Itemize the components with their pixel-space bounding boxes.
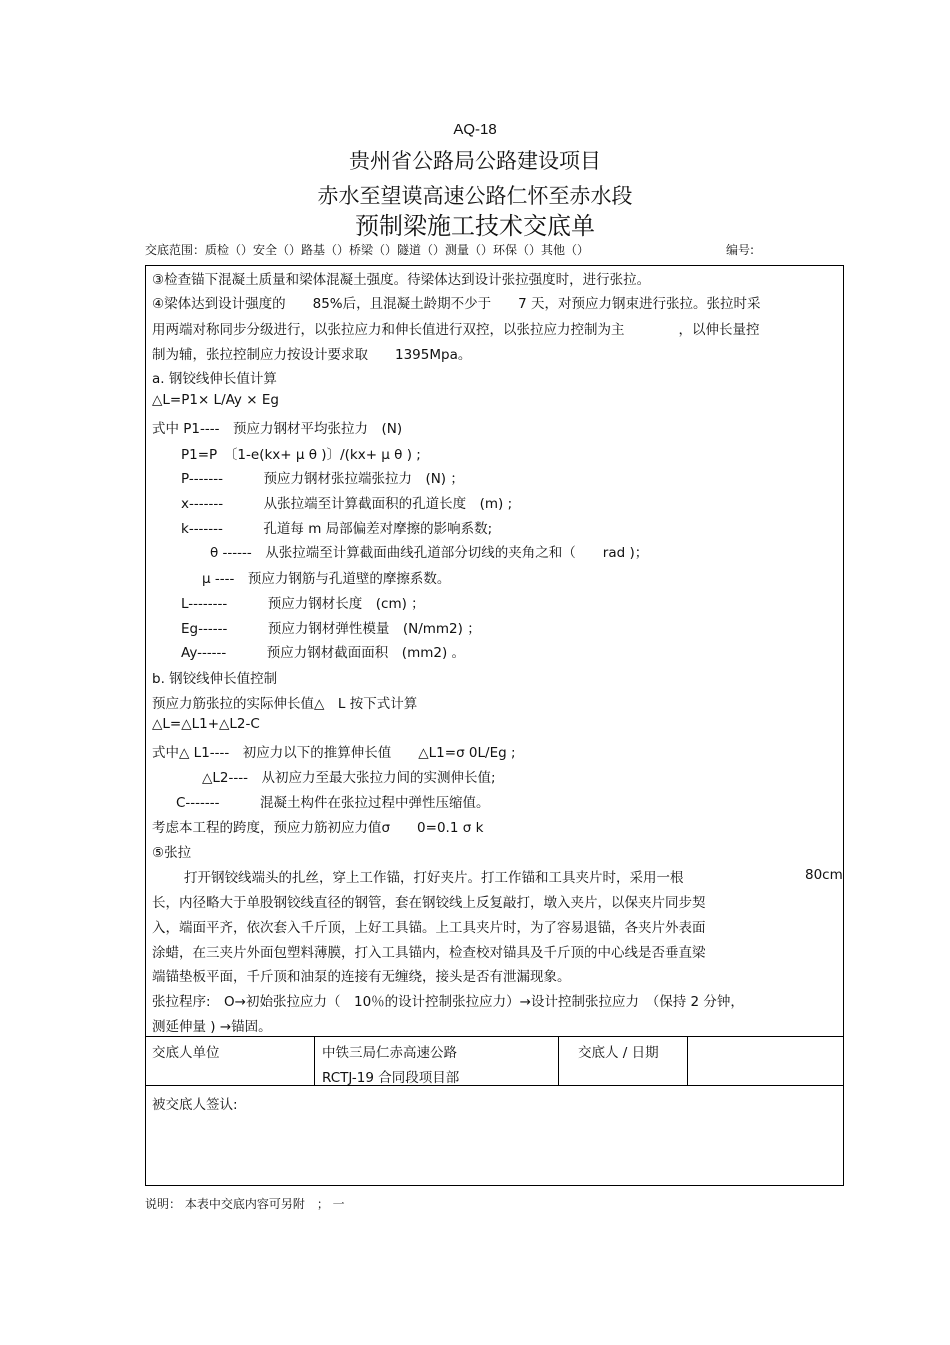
recipient-sign-label: 被交底人签认: bbox=[152, 1097, 238, 1113]
footer-note: 说明： 本表中交底内容可另附 ； 一 bbox=[145, 1197, 345, 1211]
body-line: 预应力筋张拉的实际伸长值△ L 按下式计算 bbox=[152, 696, 418, 712]
body-line: ④梁体达到设计强度的 85%后，且混凝土龄期不少于 7 天，对预应力钢束进行张拉。张拉时采 bbox=[152, 296, 761, 312]
serial-number-label: 编号: bbox=[726, 243, 755, 257]
body-line: θ ------ 从张拉端至计算截面曲线孔道部分切线的夹角之和（ rad )； bbox=[210, 545, 649, 561]
body-line: L-------- 预应力钢材长度 (cm) ； bbox=[181, 596, 425, 612]
body-line: Ay------ 预应力钢材截面面积 (mm2) 。 bbox=[181, 645, 466, 661]
body-line: k------- 孔道每 m 局部偏差对摩擦的影响系数; bbox=[181, 521, 493, 537]
table-divider bbox=[558, 1036, 559, 1085]
body-line: 长，内径略大于单股钢铰线直径的钢管，套在钢铰线上反复敲打，墩入夹片，以保夹片同步契 bbox=[152, 895, 706, 911]
form-code: AQ-18 bbox=[453, 121, 497, 138]
table-divider bbox=[145, 1085, 844, 1086]
table-divider bbox=[314, 1036, 315, 1085]
title-line-1: 贵州省公路局公路建设项目 bbox=[349, 149, 601, 173]
body-line: P------- 预应力钢材张拉端张拉力 (N) ； bbox=[181, 471, 464, 487]
body-line: x------- 从张拉端至计算截面积的孔道长度 (m) ; bbox=[181, 496, 513, 512]
body-line: 考虑本工程的跨度，预应力筋初应力值σ 0=0.1 σ k bbox=[152, 820, 484, 836]
issuer-unit-label: 交底人单位 bbox=[152, 1045, 220, 1061]
body-line: ③检查锚下混凝土质量和梁体混凝土强度。待梁体达到设计张拉强度时，进行张拉。 bbox=[152, 272, 651, 288]
table-divider bbox=[687, 1036, 688, 1085]
body-line: b. 钢铰线伸长值控制 bbox=[152, 671, 278, 687]
body-line: 入，端面平齐，依次套入千斤顶，上好工具锚。上工具夹片时，为了容易退锚，各夹片外表面 bbox=[152, 920, 706, 936]
title-line-3: 预制梁施工技术交底单 bbox=[355, 212, 595, 240]
body-line: 用两端对称同步分级进行，以张拉应力和伸长值进行双控，以张拉应力控制为主 ，以伸长量控 bbox=[152, 322, 760, 338]
body-line: 80cm bbox=[805, 867, 843, 883]
body-line: C------- 混凝土构件在张拉过程中弹性压缩值。 bbox=[176, 795, 490, 811]
body-line: 式中△ L1---- 初应力以下的推算伸长值 △L1=σ 0L/Eg ; bbox=[152, 745, 516, 761]
title-line-2: 赤水至望谟高速公路仁怀至赤水段 bbox=[317, 184, 633, 208]
formula-line: P1=P 〔1-e(kx+ μ θ )〕/(kx+ μ θ ) ; bbox=[181, 447, 421, 463]
issuer-unit-value: RCTJ-19 合同段项目部 bbox=[322, 1070, 460, 1086]
formula-line: △L=P1× L/Ay × Eg bbox=[152, 392, 279, 408]
body-line: 涂蜡，在三夹片外面包塑料薄膜，打入工具锚内，检查校对锚具及千斤顶的中心线是否垂直梁 bbox=[152, 945, 706, 961]
issuer-unit-value: 中铁三局仁赤高速公路 bbox=[322, 1045, 457, 1061]
body-line: ⑤张拉 bbox=[152, 845, 192, 861]
body-line: △L2---- 从初应力至最大张拉力间的实测伸长值; bbox=[202, 770, 496, 786]
body-line: 端锚垫板平面，千斤顶和油泵的连接有无缠绕，接头是否有泄漏现象。 bbox=[152, 969, 571, 985]
body-line: 制为辅，张拉控制应力按设计要求取 1395Mpa。 bbox=[152, 347, 472, 363]
table-divider bbox=[145, 1036, 844, 1037]
body-line: 张拉程序: O→初始张拉应力（ 10％的设计控制张拉应力）→设计控制张拉应力 （保持 2 分钟， bbox=[152, 994, 744, 1010]
formula-line: △L=△L1+△L2-C bbox=[152, 716, 260, 732]
body-line: 测延伸量 ) →锚固。 bbox=[152, 1019, 272, 1035]
body-line: 式中 P1---- 预应力钢材平均张拉力 (N) bbox=[152, 421, 403, 437]
issuer-date-label: 交底人 / 日期 bbox=[578, 1045, 659, 1061]
body-line: Eg------ 预应力钢材弹性模量 (N/mm2) ； bbox=[181, 621, 481, 637]
body-line: a. 钢铰线伸长值计算 bbox=[152, 371, 277, 387]
scope-line: 交底范围：质检（）安全（）路基（）桥梁（）隧道（）测量（）环保（）其他（） bbox=[145, 243, 590, 257]
body-line: 打开钢铰线端头的扎丝，穿上工作锚，打好夹片。打工作锚和工具夹片时，采用一根 bbox=[184, 870, 684, 886]
body-line: μ ---- 预应力钢筋与孔道壁的摩擦系数。 bbox=[202, 571, 451, 587]
